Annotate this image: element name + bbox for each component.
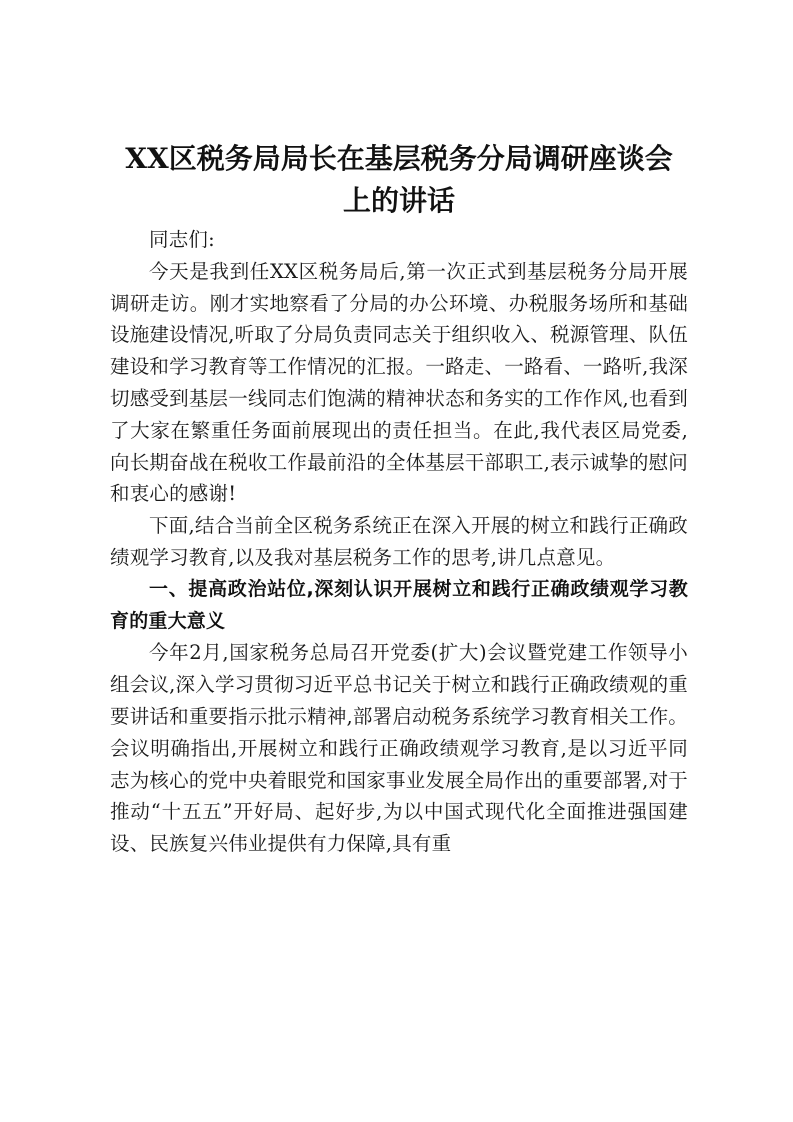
document-title-line-2: 上的讲话	[342, 184, 455, 217]
document-body	[110, 138, 688, 860]
section-heading-1: 一、提高政治站位,深刻认识开展树立和践行正确政绩观学习教育的重大意义	[110, 577, 688, 632]
paragraph-opening: 今天是我到任XX区税务局后,第一次正式到基层税务分局开展调研走访。刚才实地察看了分局的办公环境、办税服务场所和基础设施建设情况,听取了分局负责同志关于组织收入、税源管理、队伍建设和学习教育等工作情况的汇报。一路走、一路看、一路听,我深切感受到基层一线同志们饱满的精神状态和务实的工作作风,也看到了大家在繁重任务面前展现出的责任担当。在此,我代表区局党委,向长期奋战在税收工作最前沿的全体基层干部职工,表示诚挚的慰问和衷心的感谢!	[110, 259, 688, 506]
section-1-paragraph: 今年2月,国家税务总局召开党委(扩大)会议暨党建工作领导小组会议,深入学习贯彻习近平总书记关于树立和践行正确政绩观的重要讲话和重要指示批示精神,部署启动税务系统学习教育相关工作。会议明确指出,开展树立和践行正确政绩观学习教育,是以习近平同志为核心的党中央着眼党和国家事业发展全局作出的重要部署,对于推动“十五五”开好局、起好步,为以中国式现代化全面推进强国建设、民族复兴伟业提供有力保障,具有重	[110, 641, 688, 856]
paragraph-outline: 下面,结合当前全区税务系统正在深入开展的树立和践行正确政绩观学习教育,以及我对基层税务工作的思考,讲几点意见。	[110, 514, 688, 569]
document-title	[110, 138, 688, 222]
greeting: 同志们:	[149, 228, 215, 251]
document-title-line-1: XX区税务局局长在基层税务分局调研座谈会	[125, 142, 673, 175]
